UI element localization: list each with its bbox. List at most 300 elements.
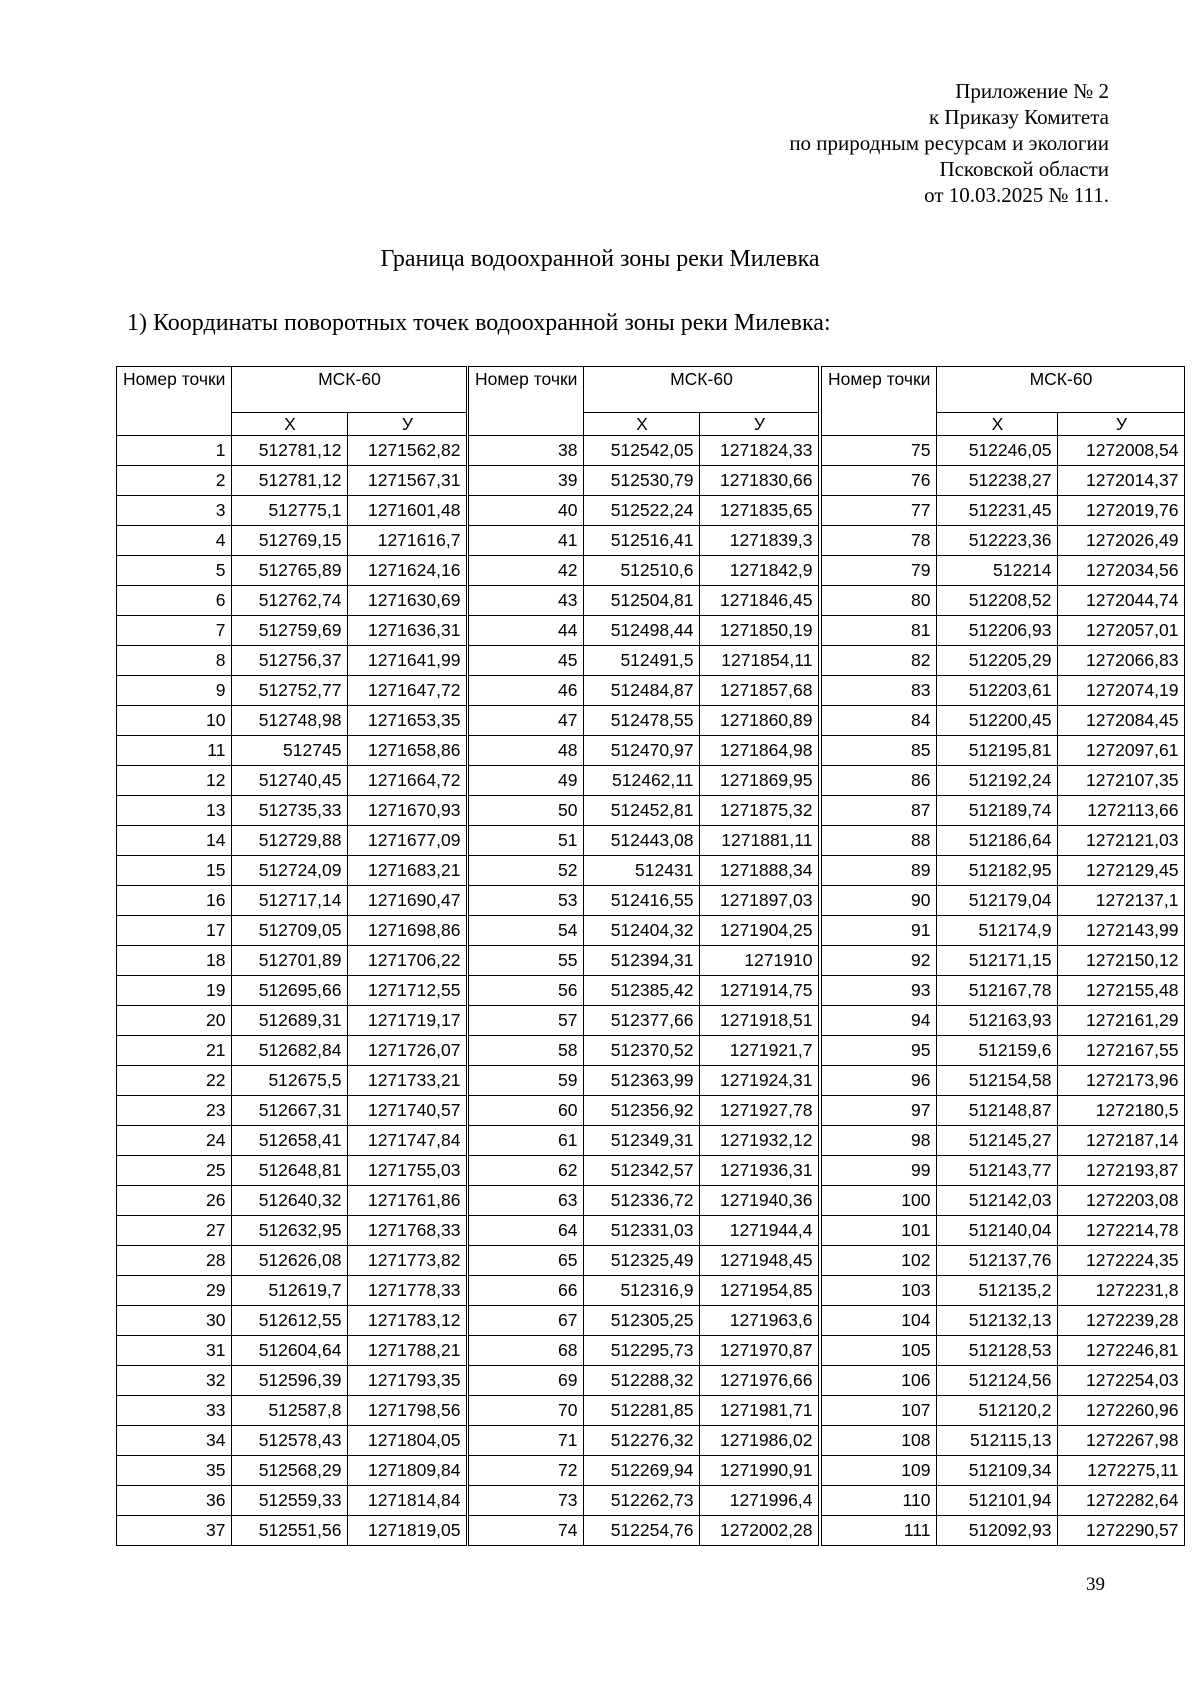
point-number-cell: 71 <box>469 1426 584 1456</box>
y-coordinate-cell: 1271658,86 <box>348 736 467 766</box>
point-number-cell: 7 <box>117 616 232 646</box>
table-row <box>822 796 1185 826</box>
header-y: У <box>700 413 819 436</box>
x-coordinate-cell: 512377,66 <box>584 1006 700 1036</box>
y-coordinate-cell: 1271936,31 <box>700 1156 819 1186</box>
table-row <box>117 946 467 976</box>
y-coordinate-cell: 1272113,66 <box>1058 796 1185 826</box>
y-coordinate-cell: 1271783,12 <box>348 1306 467 1336</box>
x-coordinate-cell: 512325,49 <box>584 1246 700 1276</box>
table-row <box>469 1156 819 1186</box>
y-coordinate-cell: 1272002,28 <box>700 1516 819 1546</box>
table-row <box>117 1366 467 1396</box>
x-coordinate-cell: 512769,15 <box>232 526 348 556</box>
point-number-cell: 17 <box>117 916 232 946</box>
point-number-cell: 103 <box>822 1276 937 1306</box>
x-coordinate-cell: 512484,87 <box>584 676 700 706</box>
point-number-cell: 28 <box>117 1246 232 1276</box>
table-row <box>117 826 467 856</box>
header-y: У <box>1058 413 1185 436</box>
y-coordinate-cell: 1271932,12 <box>700 1126 819 1156</box>
y-coordinate-cell: 1271647,72 <box>348 676 467 706</box>
table-row <box>469 1186 819 1216</box>
point-number-cell: 72 <box>469 1456 584 1486</box>
x-coordinate-cell: 512682,84 <box>232 1036 348 1066</box>
point-number-cell: 32 <box>117 1366 232 1396</box>
point-number-cell: 90 <box>822 886 937 916</box>
header-coordinate-system: МСК-60 <box>232 367 467 413</box>
point-number-cell: 85 <box>822 736 937 766</box>
x-coordinate-cell: 512604,64 <box>232 1336 348 1366</box>
x-coordinate-cell: 512648,81 <box>232 1156 348 1186</box>
y-coordinate-cell: 1271981,71 <box>700 1396 819 1426</box>
y-coordinate-cell: 1272246,81 <box>1058 1336 1185 1366</box>
x-coordinate-cell: 512542,05 <box>584 436 700 466</box>
table-row <box>469 916 819 946</box>
x-coordinate-cell: 512349,31 <box>584 1126 700 1156</box>
point-number-cell: 27 <box>117 1216 232 1246</box>
y-coordinate-cell: 1271963,6 <box>700 1306 819 1336</box>
x-coordinate-cell: 512759,69 <box>232 616 348 646</box>
table-row <box>469 1096 819 1126</box>
y-coordinate-cell: 1271888,34 <box>700 856 819 886</box>
table-row <box>822 1246 1185 1276</box>
point-number-cell: 4 <box>117 526 232 556</box>
point-number-cell: 60 <box>469 1096 584 1126</box>
y-coordinate-cell: 1271778,33 <box>348 1276 467 1306</box>
coordinates-table-3 <box>821 366 1185 1546</box>
x-coordinate-cell: 512246,05 <box>937 436 1058 466</box>
x-coordinate-cell: 512416,55 <box>584 886 700 916</box>
table-row <box>822 916 1185 946</box>
table-row <box>469 886 819 916</box>
x-coordinate-cell: 512452,81 <box>584 796 700 826</box>
point-number-cell: 79 <box>822 556 937 586</box>
x-coordinate-cell: 512281,85 <box>584 1396 700 1426</box>
table-row <box>117 766 467 796</box>
point-number-cell: 44 <box>469 616 584 646</box>
y-coordinate-cell: 1272254,03 <box>1058 1366 1185 1396</box>
table-row <box>469 1366 819 1396</box>
x-coordinate-cell: 512206,93 <box>937 616 1058 646</box>
x-coordinate-cell: 512295,73 <box>584 1336 700 1366</box>
table-row <box>469 1216 819 1246</box>
x-coordinate-cell: 512619,7 <box>232 1276 348 1306</box>
y-coordinate-cell: 1272260,96 <box>1058 1396 1185 1426</box>
header-x: X <box>584 413 700 436</box>
x-coordinate-cell: 512632,95 <box>232 1216 348 1246</box>
table-row <box>469 1036 819 1066</box>
table-row <box>822 1126 1185 1156</box>
x-coordinate-cell: 512305,25 <box>584 1306 700 1336</box>
y-coordinate-cell: 1271653,35 <box>348 706 467 736</box>
table-row <box>822 1216 1185 1246</box>
x-coordinate-cell: 512120,2 <box>937 1396 1058 1426</box>
y-coordinate-cell: 1271910 <box>700 946 819 976</box>
appendix-block <box>789 78 1109 208</box>
point-number-cell: 99 <box>822 1156 937 1186</box>
x-coordinate-cell: 512336,72 <box>584 1186 700 1216</box>
x-coordinate-cell: 512186,64 <box>937 826 1058 856</box>
y-coordinate-cell: 1272074,19 <box>1058 676 1185 706</box>
table-row <box>469 976 819 1006</box>
x-coordinate-cell: 512510,6 <box>584 556 700 586</box>
table-row <box>822 706 1185 736</box>
point-number-cell: 22 <box>117 1066 232 1096</box>
y-coordinate-cell: 1271875,32 <box>700 796 819 826</box>
x-coordinate-cell: 512551,56 <box>232 1516 348 1546</box>
page-number: 39 <box>1086 1574 1105 1595</box>
point-number-cell: 105 <box>822 1336 937 1366</box>
y-coordinate-cell: 1271976,66 <box>700 1366 819 1396</box>
y-coordinate-cell: 1272129,45 <box>1058 856 1185 886</box>
y-coordinate-cell: 1271830,66 <box>700 466 819 496</box>
table-row <box>469 1246 819 1276</box>
x-coordinate-cell: 512596,39 <box>232 1366 348 1396</box>
x-coordinate-cell: 512231,45 <box>937 496 1058 526</box>
table-row <box>469 1396 819 1426</box>
y-coordinate-cell: 1271788,21 <box>348 1336 467 1366</box>
x-coordinate-cell: 512765,89 <box>232 556 348 586</box>
x-coordinate-cell: 512752,77 <box>232 676 348 706</box>
y-coordinate-cell: 1271690,47 <box>348 886 467 916</box>
y-coordinate-cell: 1271819,05 <box>348 1516 467 1546</box>
table-row <box>117 1456 467 1486</box>
y-coordinate-cell: 1271996,4 <box>700 1486 819 1516</box>
header-y: У <box>348 413 467 436</box>
table-row <box>469 676 819 706</box>
header-coordinate-system: МСК-60 <box>584 367 819 413</box>
x-coordinate-cell: 512254,76 <box>584 1516 700 1546</box>
table-row <box>117 1036 467 1066</box>
point-number-cell: 10 <box>117 706 232 736</box>
y-coordinate-cell: 1272107,35 <box>1058 766 1185 796</box>
point-number-cell: 84 <box>822 706 937 736</box>
point-number-cell: 97 <box>822 1096 937 1126</box>
x-coordinate-cell: 512200,45 <box>937 706 1058 736</box>
point-number-cell: 25 <box>117 1156 232 1186</box>
x-coordinate-cell: 512431 <box>584 856 700 886</box>
x-coordinate-cell: 512578,43 <box>232 1426 348 1456</box>
table-row <box>117 586 467 616</box>
x-coordinate-cell: 512781,12 <box>232 466 348 496</box>
header-point-number: Номер точки <box>117 367 232 436</box>
point-number-cell: 80 <box>822 586 937 616</box>
y-coordinate-cell: 1272203,08 <box>1058 1186 1185 1216</box>
y-coordinate-cell: 1271773,82 <box>348 1246 467 1276</box>
y-coordinate-cell: 1271948,45 <box>700 1246 819 1276</box>
header-point-number: Номер точки <box>469 367 584 436</box>
x-coordinate-cell: 512208,52 <box>937 586 1058 616</box>
table-row <box>469 1276 819 1306</box>
y-coordinate-cell: 1271712,55 <box>348 976 467 1006</box>
header-x: X <box>937 413 1058 436</box>
x-coordinate-cell: 512154,58 <box>937 1066 1058 1096</box>
x-coordinate-cell: 512174,9 <box>937 916 1058 946</box>
point-number-cell: 78 <box>822 526 937 556</box>
table-row <box>117 496 467 526</box>
table-row <box>469 496 819 526</box>
x-coordinate-cell: 512195,81 <box>937 736 1058 766</box>
y-coordinate-cell: 1271824,33 <box>700 436 819 466</box>
y-coordinate-cell: 1272167,55 <box>1058 1036 1185 1066</box>
point-number-cell: 45 <box>469 646 584 676</box>
table-row <box>822 1006 1185 1036</box>
point-number-cell: 1 <box>117 436 232 466</box>
y-coordinate-cell: 1271670,93 <box>348 796 467 826</box>
point-number-cell: 101 <box>822 1216 937 1246</box>
x-coordinate-cell: 512269,94 <box>584 1456 700 1486</box>
point-number-cell: 77 <box>822 496 937 526</box>
table-row <box>822 646 1185 676</box>
x-coordinate-cell: 512132,13 <box>937 1306 1058 1336</box>
point-number-cell: 5 <box>117 556 232 586</box>
table-row <box>822 736 1185 766</box>
table-row <box>117 916 467 946</box>
point-number-cell: 100 <box>822 1186 937 1216</box>
table-row <box>117 1066 467 1096</box>
x-coordinate-cell: 512370,52 <box>584 1036 700 1066</box>
y-coordinate-cell: 1272034,56 <box>1058 556 1185 586</box>
point-number-cell: 89 <box>822 856 937 886</box>
y-coordinate-cell: 1271914,75 <box>700 976 819 1006</box>
table-row <box>822 946 1185 976</box>
x-coordinate-cell: 512331,03 <box>584 1216 700 1246</box>
table-row <box>117 466 467 496</box>
x-coordinate-cell: 512745 <box>232 736 348 766</box>
x-coordinate-cell: 512356,92 <box>584 1096 700 1126</box>
point-number-cell: 94 <box>822 1006 937 1036</box>
document-title: Граница водоохранной зоны реки Милевка <box>380 246 820 272</box>
y-coordinate-cell: 1271850,19 <box>700 616 819 646</box>
point-number-cell: 13 <box>117 796 232 826</box>
table-row <box>117 886 467 916</box>
section-heading: 1) Координаты поворотных точек водоохранной зоны реки Милевка: <box>127 310 831 336</box>
x-coordinate-cell: 512115,13 <box>937 1426 1058 1456</box>
table-row <box>822 1456 1185 1486</box>
point-number-cell: 34 <box>117 1426 232 1456</box>
y-coordinate-cell: 1271719,17 <box>348 1006 467 1036</box>
y-coordinate-cell: 1272275,11 <box>1058 1456 1185 1486</box>
x-coordinate-cell: 512626,08 <box>232 1246 348 1276</box>
table-row <box>469 946 819 976</box>
point-number-cell: 19 <box>117 976 232 1006</box>
table-row <box>469 796 819 826</box>
y-coordinate-cell: 1272143,99 <box>1058 916 1185 946</box>
point-number-cell: 62 <box>469 1156 584 1186</box>
header-point-number: Номер точки <box>822 367 937 436</box>
point-number-cell: 3 <box>117 496 232 526</box>
table-row <box>117 1006 467 1036</box>
point-number-cell: 88 <box>822 826 937 856</box>
y-coordinate-cell: 1271940,36 <box>700 1186 819 1216</box>
y-coordinate-cell: 1272066,83 <box>1058 646 1185 676</box>
x-coordinate-cell: 512756,37 <box>232 646 348 676</box>
table-row <box>822 856 1185 886</box>
x-coordinate-cell: 512101,94 <box>937 1486 1058 1516</box>
table-row <box>469 1486 819 1516</box>
coordinates-table-1 <box>116 366 467 1546</box>
table-row <box>117 556 467 586</box>
table-row <box>117 1516 467 1546</box>
table-row <box>822 586 1185 616</box>
table-row <box>822 1306 1185 1336</box>
table-row <box>117 1426 467 1456</box>
y-coordinate-cell: 1271768,33 <box>348 1216 467 1246</box>
x-coordinate-cell: 512145,27 <box>937 1126 1058 1156</box>
point-number-cell: 49 <box>469 766 584 796</box>
x-coordinate-cell: 512092,93 <box>937 1516 1058 1546</box>
table-row <box>822 766 1185 796</box>
point-number-cell: 82 <box>822 646 937 676</box>
x-coordinate-cell: 512124,56 <box>937 1366 1058 1396</box>
y-coordinate-cell: 1272224,35 <box>1058 1246 1185 1276</box>
y-coordinate-cell: 1271970,87 <box>700 1336 819 1366</box>
table-row <box>822 1036 1185 1066</box>
x-coordinate-cell: 512781,12 <box>232 436 348 466</box>
x-coordinate-cell: 512748,98 <box>232 706 348 736</box>
y-coordinate-cell: 1271616,7 <box>348 526 467 556</box>
x-coordinate-cell: 512658,41 <box>232 1126 348 1156</box>
x-coordinate-cell: 512729,88 <box>232 826 348 856</box>
x-coordinate-cell: 512159,6 <box>937 1036 1058 1066</box>
appendix-line: Псковской области <box>939 157 1109 181</box>
x-coordinate-cell: 512171,15 <box>937 946 1058 976</box>
y-coordinate-cell: 1272282,64 <box>1058 1486 1185 1516</box>
x-coordinate-cell: 512675,5 <box>232 1066 348 1096</box>
x-coordinate-cell: 512640,32 <box>232 1186 348 1216</box>
y-coordinate-cell: 1272214,78 <box>1058 1216 1185 1246</box>
x-coordinate-cell: 512143,77 <box>937 1156 1058 1186</box>
point-number-cell: 29 <box>117 1276 232 1306</box>
x-coordinate-cell: 512522,24 <box>584 496 700 526</box>
point-number-cell: 92 <box>822 946 937 976</box>
x-coordinate-cell: 512762,74 <box>232 586 348 616</box>
table-row <box>469 556 819 586</box>
point-number-cell: 70 <box>469 1396 584 1426</box>
y-coordinate-cell: 1272026,49 <box>1058 526 1185 556</box>
header-coordinate-system: МСК-60 <box>937 367 1185 413</box>
x-coordinate-cell: 512148,87 <box>937 1096 1058 1126</box>
x-coordinate-cell: 512443,08 <box>584 826 700 856</box>
point-number-cell: 98 <box>822 1126 937 1156</box>
table-row <box>469 466 819 496</box>
x-coordinate-cell: 512192,24 <box>937 766 1058 796</box>
x-coordinate-cell: 512363,99 <box>584 1066 700 1096</box>
x-coordinate-cell: 512404,32 <box>584 916 700 946</box>
x-coordinate-cell: 512516,41 <box>584 526 700 556</box>
point-number-cell: 48 <box>469 736 584 766</box>
table-row <box>822 976 1185 1006</box>
y-coordinate-cell: 1271854,11 <box>700 646 819 676</box>
table-row <box>469 646 819 676</box>
x-coordinate-cell: 512504,81 <box>584 586 700 616</box>
y-coordinate-cell: 1271601,48 <box>348 496 467 526</box>
y-coordinate-cell: 1272008,54 <box>1058 436 1185 466</box>
point-number-cell: 104 <box>822 1306 937 1336</box>
table-row <box>822 1486 1185 1516</box>
y-coordinate-cell: 1271924,31 <box>700 1066 819 1096</box>
point-number-cell: 43 <box>469 586 584 616</box>
point-number-cell: 16 <box>117 886 232 916</box>
table-row <box>469 1066 819 1096</box>
point-number-cell: 23 <box>117 1096 232 1126</box>
y-coordinate-cell: 1271726,07 <box>348 1036 467 1066</box>
table-row <box>117 1486 467 1516</box>
point-number-cell: 58 <box>469 1036 584 1066</box>
point-number-cell: 59 <box>469 1066 584 1096</box>
table-row <box>469 826 819 856</box>
point-number-cell: 20 <box>117 1006 232 1036</box>
y-coordinate-cell: 1272155,48 <box>1058 976 1185 1006</box>
x-coordinate-cell: 512498,44 <box>584 616 700 646</box>
table-row <box>469 766 819 796</box>
y-coordinate-cell: 1271562,82 <box>348 436 467 466</box>
y-coordinate-cell: 1271798,56 <box>348 1396 467 1426</box>
x-coordinate-cell: 512203,61 <box>937 676 1058 706</box>
x-coordinate-cell: 512238,27 <box>937 466 1058 496</box>
x-coordinate-cell: 512109,34 <box>937 1456 1058 1486</box>
table-row <box>822 1276 1185 1306</box>
table-row <box>469 1426 819 1456</box>
y-coordinate-cell: 1271990,91 <box>700 1456 819 1486</box>
x-coordinate-cell: 512709,05 <box>232 916 348 946</box>
x-coordinate-cell: 512142,03 <box>937 1186 1058 1216</box>
table-row <box>117 1246 467 1276</box>
x-coordinate-cell: 512128,53 <box>937 1336 1058 1366</box>
table-row <box>822 556 1185 586</box>
point-number-cell: 38 <box>469 436 584 466</box>
point-number-cell: 18 <box>117 946 232 976</box>
y-coordinate-cell: 1271706,22 <box>348 946 467 976</box>
table-row <box>117 1216 467 1246</box>
point-number-cell: 54 <box>469 916 584 946</box>
y-coordinate-cell: 1272121,03 <box>1058 826 1185 856</box>
y-coordinate-cell: 1271755,03 <box>348 1156 467 1186</box>
x-coordinate-cell: 512667,31 <box>232 1096 348 1126</box>
table-row <box>117 436 467 466</box>
appendix-line: к Приказу Комитета <box>928 105 1109 129</box>
y-coordinate-cell: 1271761,86 <box>348 1186 467 1216</box>
y-coordinate-cell: 1272150,12 <box>1058 946 1185 976</box>
x-coordinate-cell: 512470,97 <box>584 736 700 766</box>
point-number-cell: 93 <box>822 976 937 1006</box>
y-coordinate-cell: 1271842,9 <box>700 556 819 586</box>
y-coordinate-cell: 1272057,01 <box>1058 616 1185 646</box>
x-coordinate-cell: 512189,74 <box>937 796 1058 826</box>
y-coordinate-cell: 1271630,69 <box>348 586 467 616</box>
x-coordinate-cell: 512179,04 <box>937 886 1058 916</box>
point-number-cell: 96 <box>822 1066 937 1096</box>
point-number-cell: 75 <box>822 436 937 466</box>
table-row <box>822 1366 1185 1396</box>
y-coordinate-cell: 1271869,95 <box>700 766 819 796</box>
point-number-cell: 74 <box>469 1516 584 1546</box>
table-row <box>822 616 1185 646</box>
y-coordinate-cell: 1271954,85 <box>700 1276 819 1306</box>
table-row <box>822 1096 1185 1126</box>
table-row <box>822 886 1185 916</box>
table-row <box>117 646 467 676</box>
point-number-cell: 83 <box>822 676 937 706</box>
point-number-cell: 95 <box>822 1036 937 1066</box>
point-number-cell: 53 <box>469 886 584 916</box>
x-coordinate-cell: 512205,29 <box>937 646 1058 676</box>
point-number-cell: 111 <box>822 1516 937 1546</box>
y-coordinate-cell: 1271641,99 <box>348 646 467 676</box>
point-number-cell: 40 <box>469 496 584 526</box>
x-coordinate-cell: 512394,31 <box>584 946 700 976</box>
